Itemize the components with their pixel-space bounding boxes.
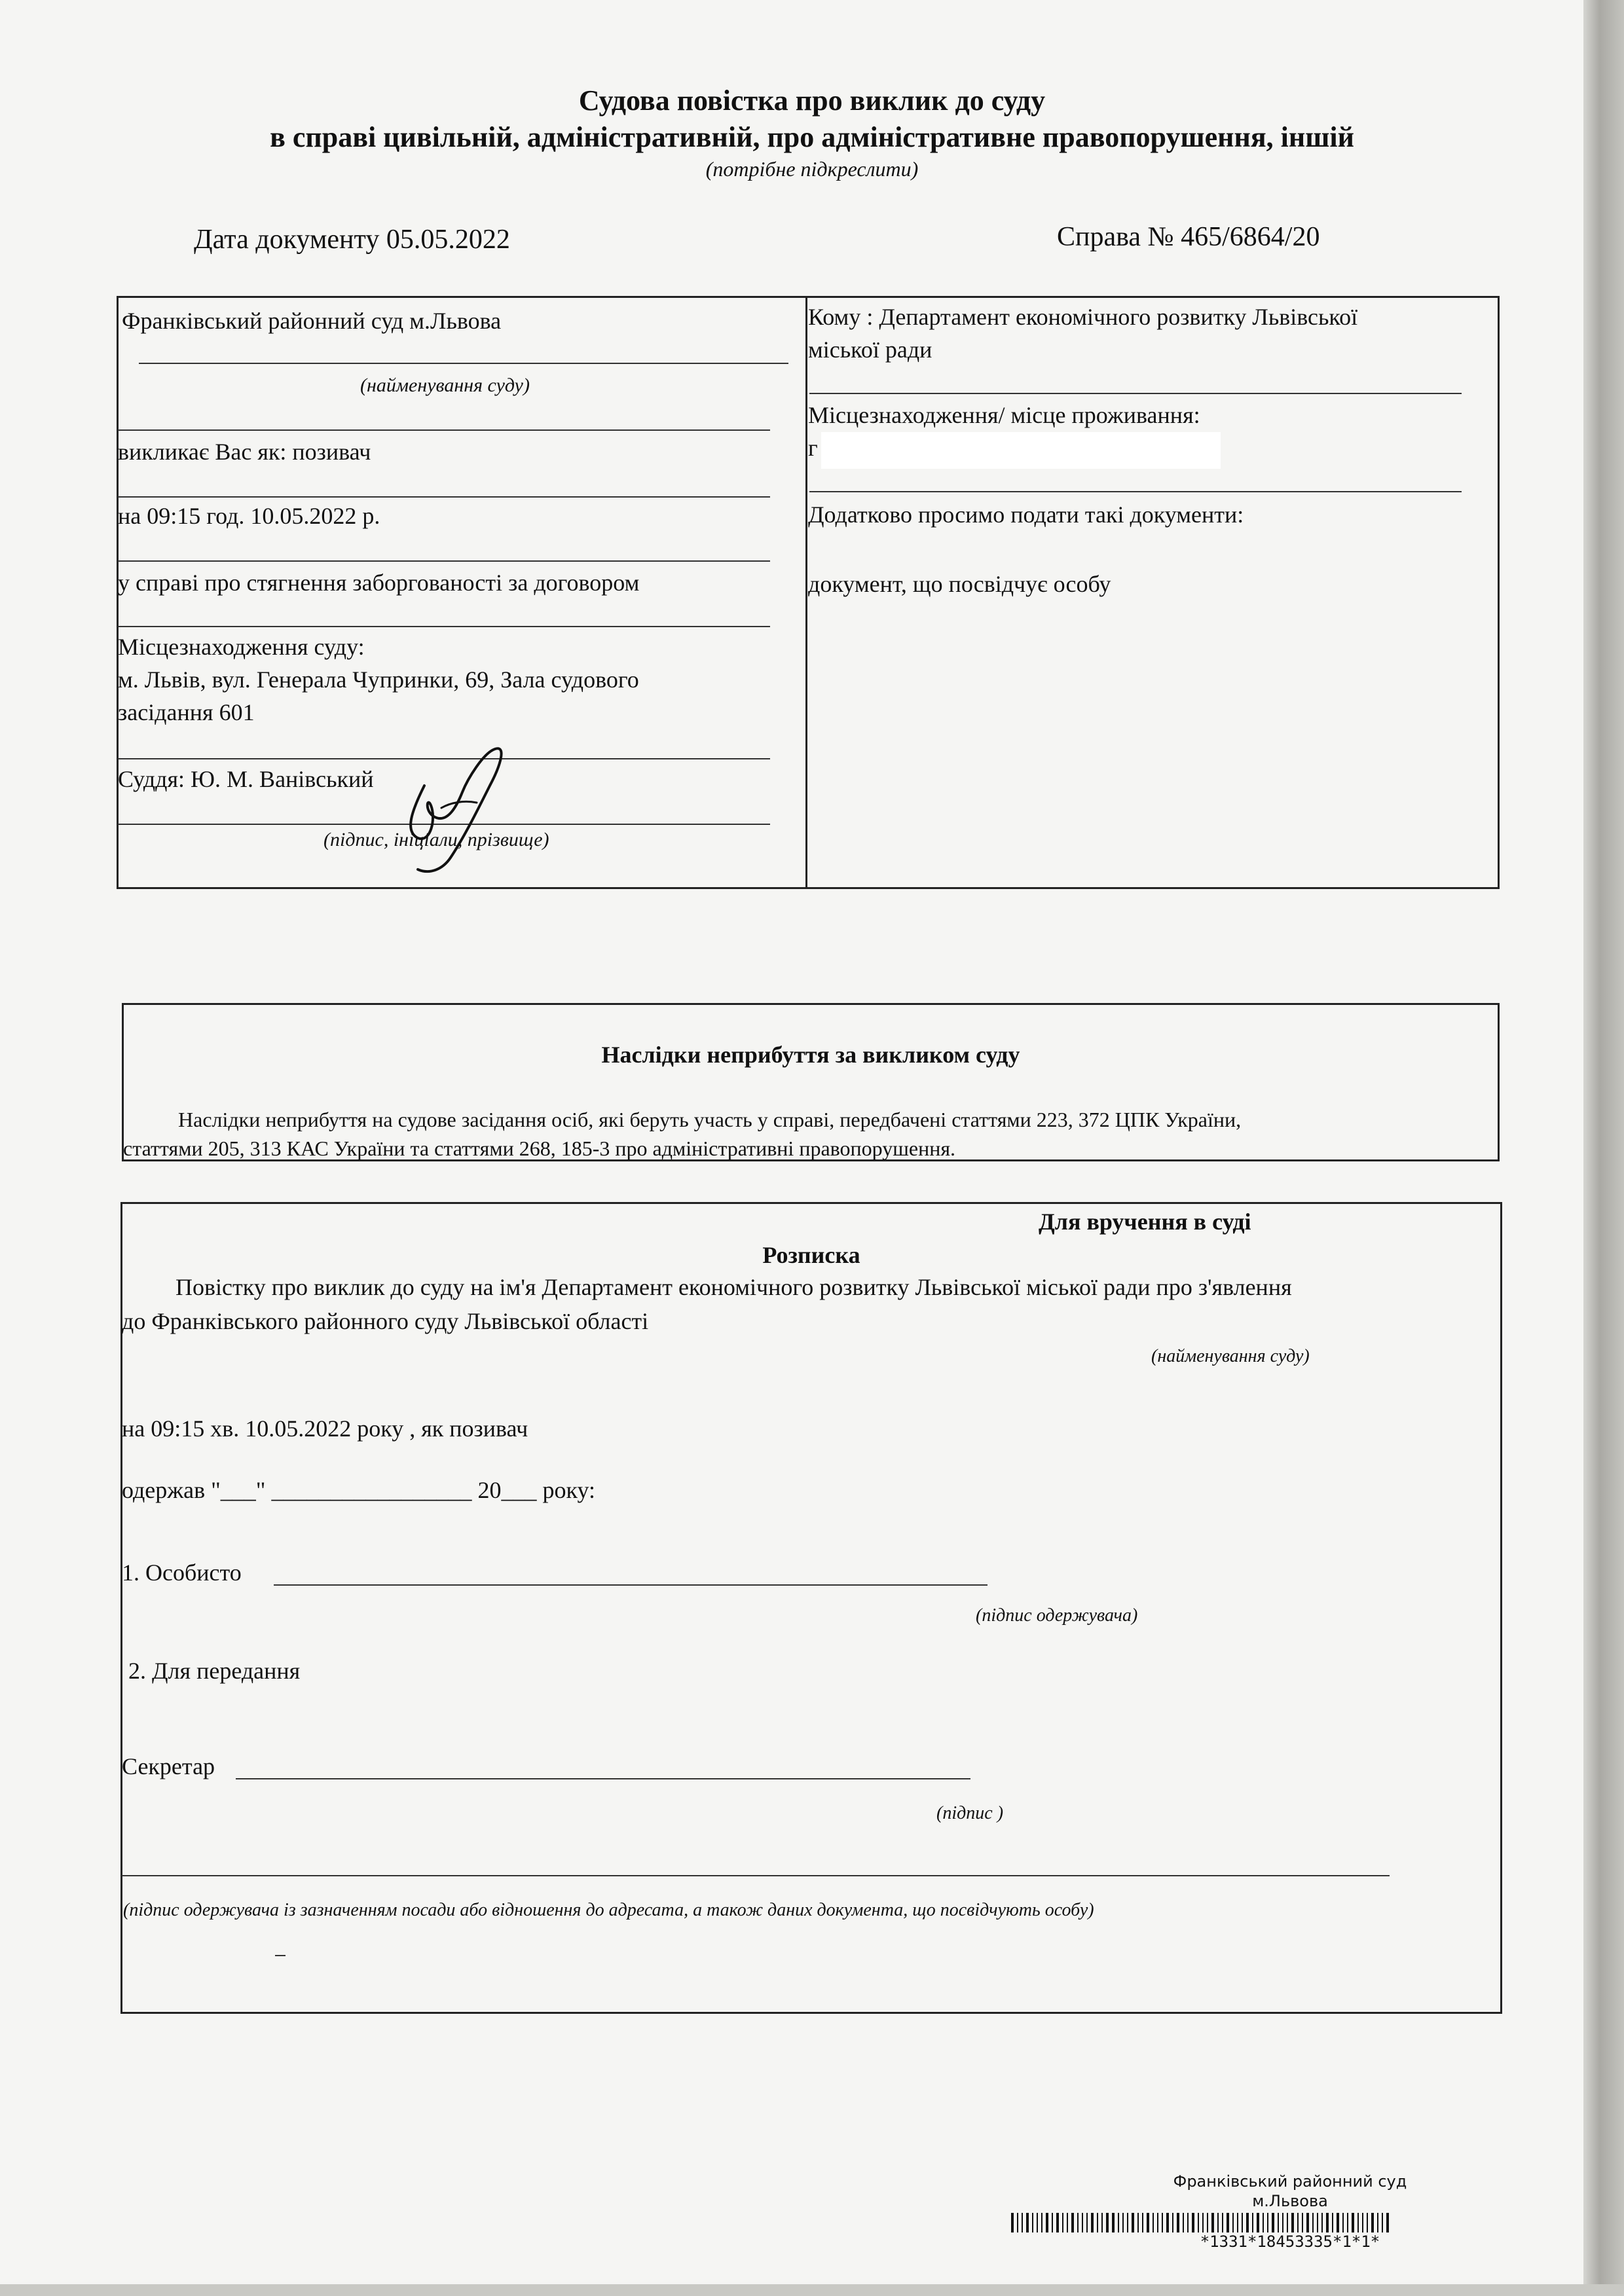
table-divider	[805, 296, 807, 889]
barcode-bar	[1118, 2213, 1119, 2232]
barcode-bar	[1347, 2213, 1348, 2232]
barcode-bar	[1302, 2213, 1303, 2232]
barcode-bar	[1317, 2213, 1318, 2232]
barcode-bar	[1306, 2213, 1309, 2232]
received-date: одержав "___" _________________ 20___ року:	[122, 1477, 596, 1503]
barcode-bar	[1026, 2213, 1029, 2232]
barcode-bar	[1267, 2213, 1268, 2232]
barcode-bar	[1357, 2213, 1359, 2232]
barcode-bar	[1147, 2213, 1149, 2232]
secretary-hint: (підпис )	[936, 1803, 1004, 1823]
barcode-bar	[1263, 2213, 1264, 2232]
redacted-address	[821, 432, 1221, 469]
secretary-label: Секретар	[122, 1753, 215, 1779]
barcode-bar	[1137, 2213, 1139, 2232]
personally-signature-line	[274, 1584, 987, 1586]
barcode-bar	[1326, 2213, 1329, 2232]
separator-line	[809, 393, 1462, 394]
personally-hint: (підпис одержувача)	[976, 1605, 1138, 1626]
barcode-bar	[1097, 2213, 1098, 2232]
judge-signature	[385, 740, 529, 877]
barcode-bar	[1377, 2213, 1378, 2232]
separator-line	[118, 560, 770, 562]
barcode-bar	[1342, 2213, 1344, 2232]
barcode-bar	[1082, 2213, 1083, 2232]
barcode-bar	[1278, 2213, 1279, 2232]
barcode-bar	[1198, 2213, 1199, 2232]
barcode-bar	[1032, 2213, 1033, 2232]
barcode-bar	[1337, 2213, 1339, 2232]
barcode-bar	[1321, 2213, 1323, 2232]
barcode	[1011, 2213, 1392, 2232]
barcode-bar	[1192, 2213, 1194, 2232]
barcode-bar	[1166, 2213, 1169, 2232]
separator-line	[809, 491, 1462, 492]
barcode-bar	[1112, 2213, 1115, 2232]
summoned-as: викликає Вас як: позивач	[118, 439, 371, 465]
barcode-bar	[1046, 2213, 1048, 2232]
barcode-bar	[1257, 2213, 1259, 2232]
court-name-hint: (найменування суду)	[360, 374, 530, 396]
barcode-bar	[1153, 2213, 1154, 2232]
receipt-title: Розписка	[762, 1242, 860, 1268]
personally-label: 1. Особисто	[122, 1559, 242, 1586]
address-value: г	[808, 435, 818, 461]
judge-name: Суддя: Ю. М. Ванівський	[118, 766, 374, 792]
barcode-bar	[1062, 2213, 1063, 2232]
barcode-bar	[1157, 2213, 1158, 2232]
barcode-bar	[1227, 2213, 1229, 2232]
barcode-bar	[1122, 2213, 1124, 2232]
barcode-bar	[1352, 2213, 1354, 2232]
separator-line	[118, 429, 770, 431]
barcode-bar	[1086, 2213, 1088, 2232]
barcode-bar	[1056, 2213, 1059, 2232]
barcode-bar	[1071, 2213, 1074, 2232]
barcode-bar	[1312, 2213, 1314, 2232]
barcode-bar	[1287, 2213, 1288, 2232]
barcode-number: *1331*18453335*1*1*	[1200, 2232, 1380, 2251]
footer-court-line1: Франківський районний суд	[1173, 2172, 1407, 2191]
receipt-court-hint: (найменування суду)	[1151, 1346, 1310, 1366]
recipient-line2: міської ради	[808, 337, 932, 363]
barcode-bar	[1187, 2213, 1189, 2232]
consequences-line2: статтями 205, 313 КАС України та статтями 268, 185-3 про адміністративні правопорушення.	[123, 1137, 956, 1160]
consequences-line1: Наслідки неприбуття на судове засідання осіб, які беруть участь у справі, передбачені статтями 223, 372 ЦПК України,	[178, 1108, 1242, 1131]
barcode-bar	[1246, 2213, 1249, 2232]
barcode-bar	[1332, 2213, 1333, 2232]
transfer-label: 2. Для передання	[128, 1658, 301, 1684]
barcode-bar	[1272, 2213, 1274, 2232]
court-name-underline	[139, 363, 788, 364]
consequences-title: Наслідки неприбуття за викликом суду	[601, 1042, 1020, 1068]
bottom-hint: (підпис одержувача із зазначенням посади або відношення до адресата, а також даних документа, що посвідчують особу)	[123, 1900, 1094, 1920]
barcode-bar	[1211, 2213, 1214, 2232]
court-location-label: Місцезнаходження суду:	[118, 634, 365, 660]
barcode-bar	[1022, 2213, 1023, 2232]
barcode-bar	[1132, 2213, 1134, 2232]
barcode-bar	[1297, 2213, 1299, 2232]
bottom-signature-line	[122, 1875, 1390, 1876]
separator-line	[118, 496, 770, 498]
recipient-line1: Кому : Департамент економічного розвитку Львівської	[808, 304, 1358, 330]
secretary-signature-line	[236, 1778, 970, 1779]
barcode-bar	[1067, 2213, 1068, 2232]
barcode-bar	[1386, 2213, 1389, 2232]
barcode-bar	[1382, 2213, 1383, 2232]
barcode-bar	[1162, 2213, 1163, 2232]
document-date: Дата документу 05.05.2022	[194, 225, 510, 255]
barcode-bar	[1091, 2213, 1094, 2232]
court-name: Франківський районний суд м.Львова	[122, 308, 502, 334]
barcode-bar	[1237, 2213, 1238, 2232]
receipt-line1: Повістку про виклик до суду на ім'я Департамент економічного розвитку Львівської міської ради про з'явлення	[175, 1274, 1292, 1300]
case-number: Справа № 465/6864/20	[1057, 222, 1320, 252]
documents-label: Додатково просимо подати такі документи:	[808, 501, 1244, 528]
barcode-bar	[1037, 2213, 1038, 2232]
separator-line	[118, 626, 770, 627]
hearing-time: на 09:15 год. 10.05.2022 р.	[118, 503, 380, 529]
receipt-line2: до Франківського районного суду Львівської області	[122, 1308, 649, 1334]
document-subtitle: в справі цивільній, адміністративній, про адміністративне правопорушення, іншій	[270, 121, 1354, 153]
barcode-bar	[1172, 2213, 1173, 2232]
barcode-bar	[1177, 2213, 1179, 2232]
scan-edge-bottom	[0, 2284, 1624, 2296]
receipt-time: на 09:15 хв. 10.05.2022 року , як позивач	[122, 1415, 528, 1442]
documents-value: документ, що посвідчує особу	[808, 571, 1111, 597]
court-location-line1: м. Львів, вул. Генерала Чупринки, 69, Зала судового	[118, 666, 639, 693]
barcode-bar	[1183, 2213, 1184, 2232]
barcode-bar	[1127, 2213, 1128, 2232]
barcode-bar	[1282, 2213, 1283, 2232]
footer-court-line2: м.Львова	[1252, 2192, 1328, 2210]
for-court-label: Для вручення в суді	[1039, 1209, 1251, 1235]
case-subject: у справі про стягнення заборгованості за договором	[118, 570, 640, 596]
barcode-bar	[1252, 2213, 1253, 2232]
barcode-bar	[1371, 2213, 1374, 2232]
barcode-bar	[1202, 2213, 1204, 2232]
signature-hint: (підпис, ініціали, прізвище)	[323, 829, 549, 850]
barcode-bar	[1106, 2213, 1109, 2232]
barcode-bar	[1101, 2213, 1103, 2232]
address-label: Місцезнаходження/ місце проживання:	[808, 402, 1200, 428]
title-hint: (потрібне підкреслити)	[705, 157, 919, 181]
barcode-bar	[1052, 2213, 1053, 2232]
barcode-bar	[1362, 2213, 1363, 2232]
barcode-bar	[1011, 2213, 1014, 2232]
barcode-bar	[1142, 2213, 1143, 2232]
scan-edge	[1583, 0, 1624, 2296]
barcode-bar	[1367, 2213, 1368, 2232]
stray-mark	[275, 1955, 286, 1956]
barcode-bar	[1242, 2213, 1243, 2232]
barcode-bar	[1017, 2213, 1018, 2232]
barcode-bar	[1077, 2213, 1079, 2232]
barcode-bar	[1291, 2213, 1294, 2232]
document-title: Судова повістка про виклик до суду	[578, 84, 1046, 117]
barcode-bar	[1041, 2213, 1043, 2232]
barcode-bar	[1232, 2213, 1234, 2232]
court-location-line2: засідання 601	[118, 699, 255, 725]
barcode-bar	[1222, 2213, 1223, 2232]
barcode-bar	[1207, 2213, 1208, 2232]
barcode-bar	[1217, 2213, 1219, 2232]
